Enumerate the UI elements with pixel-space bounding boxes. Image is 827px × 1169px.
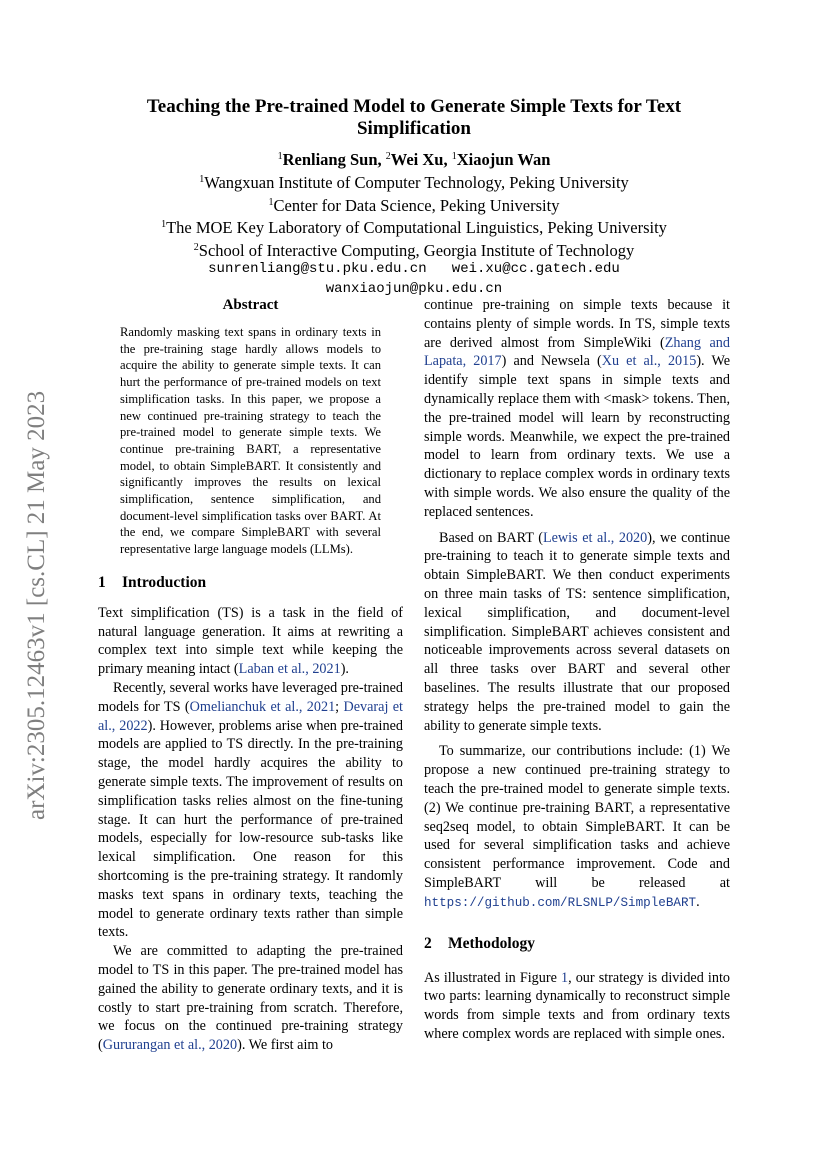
text-run: ; <box>335 698 344 715</box>
section-number: 1 <box>98 573 106 591</box>
paragraph <box>98 679 403 942</box>
author-name: Renliang Sun, <box>282 150 382 169</box>
affiliation-text: Wangxuan Institute of Computer Technology, Peking University <box>204 173 629 192</box>
right-column <box>424 296 730 1044</box>
github-link[interactable]: https://github.com/RLSNLP/SimpleBART <box>424 895 697 910</box>
section-title: Introduction <box>122 573 207 591</box>
section-title: Methodology <box>448 934 535 952</box>
affiliation-text: The MOE Key Laboratory of Computational Linguistics, Peking University <box>166 218 667 237</box>
paper-header <box>98 96 730 299</box>
text-run: ). We first aim to <box>237 1037 334 1054</box>
text-run: Text simplification (TS) is a task in the field of natural language generation. It aims at rewriting a complex text into simple text while keeping the primary meaning intact ( <box>98 604 403 678</box>
author-list <box>98 147 730 170</box>
paragraph <box>424 742 730 912</box>
affiliation-sup: 1 <box>161 219 167 230</box>
text-run: ). <box>340 661 349 678</box>
affiliation-sup: 1 <box>268 196 274 208</box>
section-number: 2 <box>424 934 432 952</box>
citation-link[interactable]: Zhang and Lapata, 2017 <box>424 334 730 370</box>
affiliation-sup: 2 <box>193 241 199 253</box>
text-run: continue pre-training on simple texts because it contains plenty of simple words. In TS, simple texts are derived almost from SimpleWiki ( <box>424 297 730 351</box>
citation-link[interactable]: Gururangan et al., 2020 <box>102 1037 238 1054</box>
text-run: ). However, problems arise when pre-trained models are applied to TS directly. In the pre-training stage, the model hardly acquires the ability to generate simple texts. The improvement of results on simplification tasks relies almost on the fine-tuning stage. It can hurt the performance of pre-trained models, especially for low-resource sub-tasks like lexical simplification. One reason for this shortcoming is the pre-training strategy. It randomly masks text spans in ordinary texts, teaching the model to generate ordinary texts rather than simple texts. <box>98 717 403 941</box>
text-run: . <box>696 893 700 910</box>
text-run: To summarize, our contributions include: (1) We propose a new continued pre-training strategy to teach the pre-trained model to generate simple texts. (2) We continue pre-training BART, a representative seq2seq model, to obtain SimpleBART. It can be used for several simplification tasks and achieve consistent performance improvement. Code and SimpleBART will be released at <box>424 743 730 891</box>
section-heading-introduction <box>98 574 403 592</box>
citation-link[interactable]: Laban et al., 2021 <box>238 661 341 678</box>
author-sup: 1 <box>451 151 457 162</box>
text-run: , our strategy is divided into two parts: learning dynamically to reconstruct simple words from simple texts and from ordinary texts where complex words are replaced with simple ones. <box>424 969 730 1042</box>
citation-link[interactable]: Lewis et al., 2020 <box>542 529 648 546</box>
affiliation <box>98 193 730 216</box>
left-column <box>98 296 403 1055</box>
citation-link[interactable]: Xu et al., 2015 <box>601 353 697 370</box>
paragraph <box>424 529 730 736</box>
author-sup: 1 <box>277 151 283 162</box>
author-emails: sunrenliang@stu.pku.edu.cn wei.xu@cc.gatech.edu <box>208 261 620 277</box>
paragraph <box>98 604 403 679</box>
affiliation <box>98 238 730 261</box>
affiliation <box>98 215 730 238</box>
section-heading-methodology <box>424 935 730 953</box>
paragraph <box>424 296 730 522</box>
citation-link[interactable]: Devaraj et al., 2022 <box>98 698 403 734</box>
paragraph <box>98 942 403 1055</box>
author-emails: wanxiaojun@pku.edu.cn <box>325 280 503 297</box>
author-sup: 2 <box>385 151 391 162</box>
abstract-heading: Abstract <box>222 297 279 313</box>
author-name: Wei Xu, <box>390 150 448 169</box>
affiliation <box>98 170 730 193</box>
author-name: Xiaojun Wan <box>456 150 551 169</box>
citation-link[interactable]: Omelianchuk et al., 2021 <box>189 698 336 715</box>
paper-title: Teaching the Pre-trained Model to Generate Simple Texts for Text Simplification <box>146 96 682 139</box>
text-run: Recently, several works have leveraged pre-trained models for TS ( <box>98 680 403 715</box>
text-run: Based on BART ( <box>439 529 543 546</box>
abstract-text: Randomly masking text spans in ordinary texts in the pre-training stage hardly allows models to acquire the ability to generate simple texts. It can hurt the performance of pre-trained models on text simplification tasks. In this paper, we propose a new continued pre-training strategy to teach the pre-trained model to generate simple texts. We continue pre-training BART, a representative model, to obtain SimpleBART. It consistently and significantly improves the results on lexical simplification, sentence simplification, and document-level simplification tasks over BART. At the end, we compare SimpleBART with several representative large language models (LLMs). <box>120 325 381 557</box>
figure-ref-link[interactable]: 1 <box>560 969 569 986</box>
text-run: ) and Newsela ( <box>501 353 602 370</box>
text-run: As illustrated in Figure <box>424 969 561 986</box>
paragraph <box>424 969 730 1044</box>
text-run: ). We identify simple text spans in simple texts and dynamically replace them with <mask> tokens. Then, the pre-trained model will learn by reconstructing simple words. Meanwhile, we expect the pre-trained model to learn from ordinary texts. We use a dictionary to replace complex words in ordinary texts with simple words. We also ensure the quality of the replaced sentences. <box>424 353 730 520</box>
arxiv-identifier: arXiv:2305.12463v1 [cs.CL] 21 May 2023 <box>23 390 50 820</box>
text-run: ), we continue pre-training to teach it to generate simple texts and obtain SimpleBART. We then conduct experiments on three main tasks of TS: sentence simplification, lexical simplification, and document-level simplification. SimpleBART achieves consistent and noticeable improvements across several datasets on all three tasks over BART and several other baselines. The results illustrate that our proposed strategy helps the pre-trained model to gain the ability to generate simple texts. <box>424 529 730 734</box>
affiliation-text: Center for Data Science, Peking University <box>273 195 560 215</box>
affiliation-sup: 1 <box>199 174 205 185</box>
text-run: We are committed to adapting the pre-trained model to TS in this paper. The pre-trained model has gained the ability to generate ordinary texts, and it is costly to start pre-training from scratch. Therefore, we focus on the continued pre-training strategy ( <box>98 943 403 1054</box>
affiliation-text: School of Interactive Computing, Georgia Institute of Technology <box>198 240 635 260</box>
